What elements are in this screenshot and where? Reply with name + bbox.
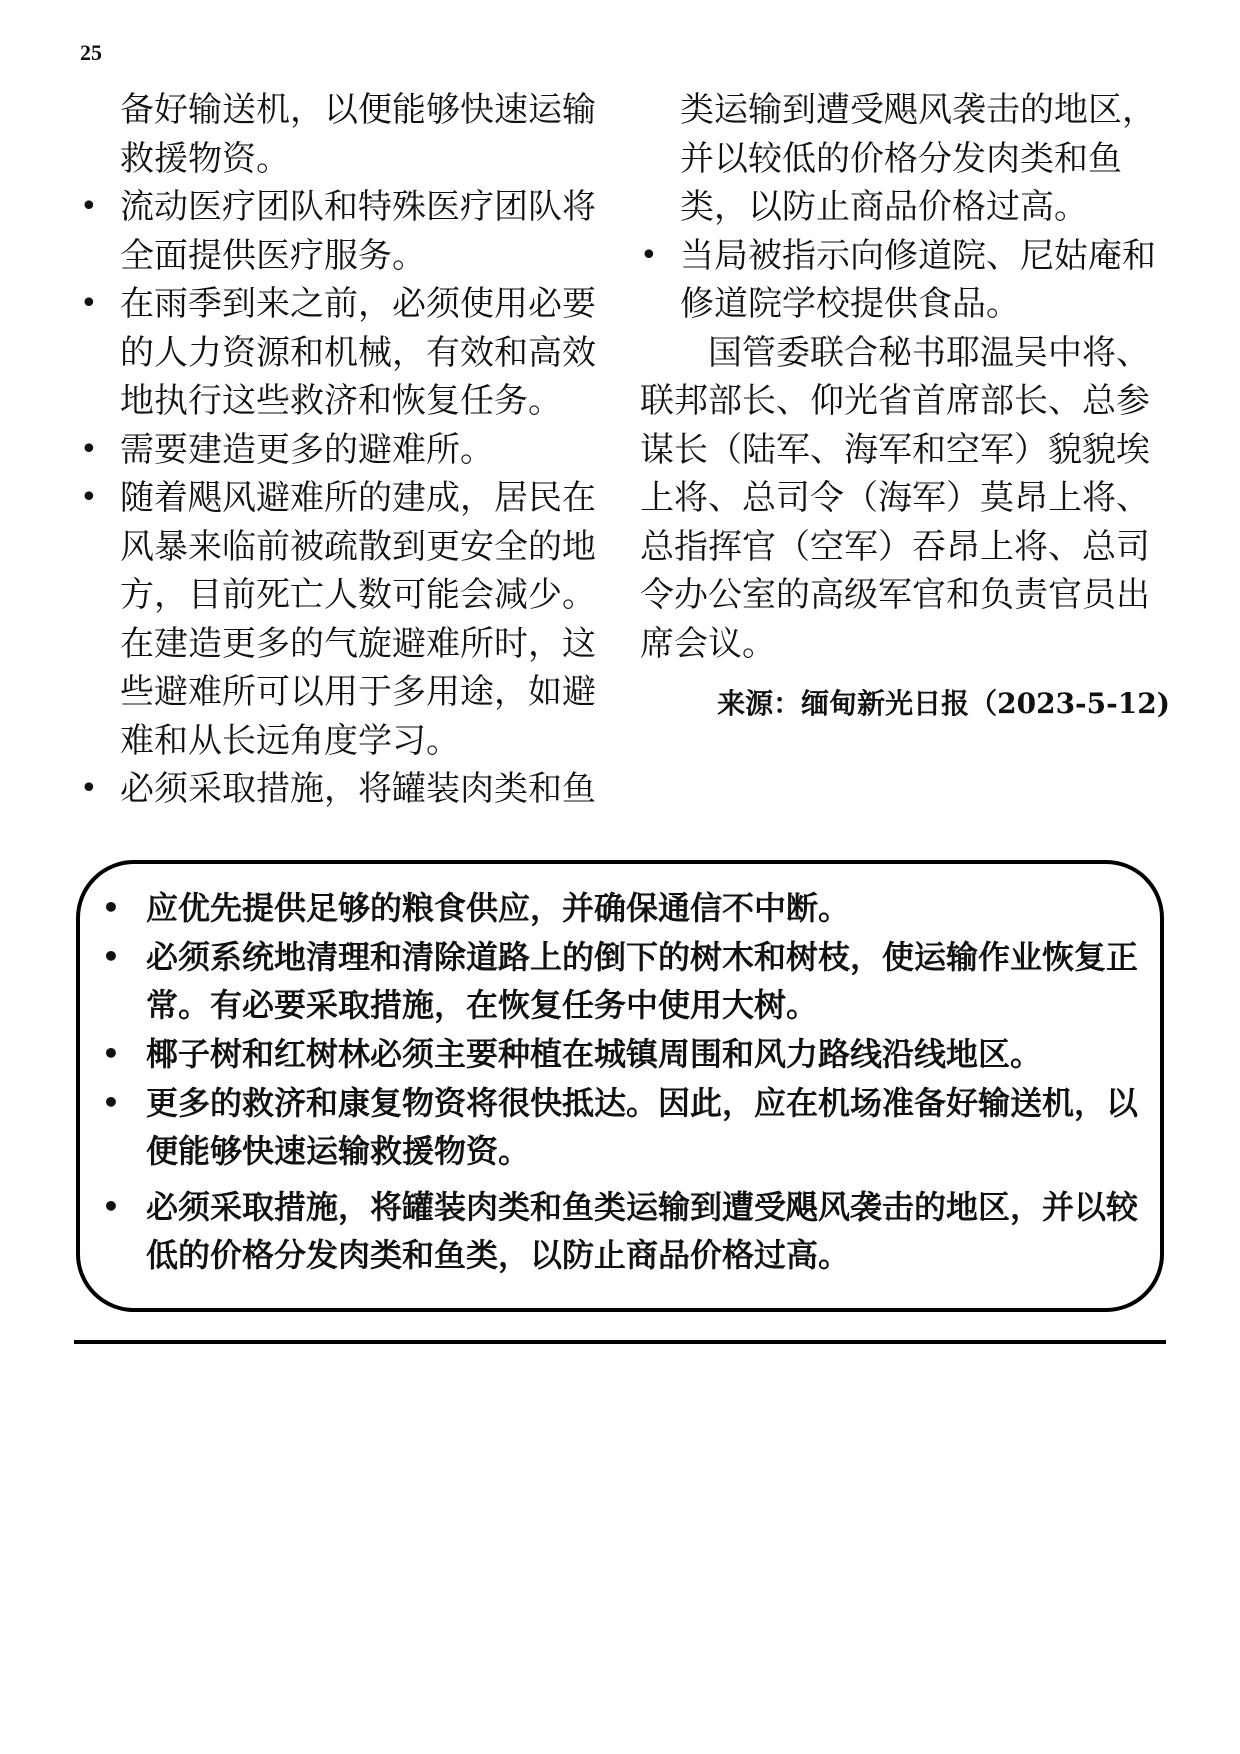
- summary-item-text: 应优先提供足够的粮食供应，并确保通信不中断。: [146, 889, 851, 927]
- source-line: 来源：缅甸新光日报（2023-5-12): [717, 687, 1170, 720]
- left-continuation: 备好输送机，以便能够快速运输救援物资。: [120, 90, 596, 179]
- summary-item-text: 必须采取措施，将罐装肉类和鱼类运输到遭受飓风袭击的地区，并以较低的价格分发肉类和鱼类，以防止商品价格过高。: [146, 1188, 1139, 1274]
- list-item: [80, 183, 610, 280]
- left-bullet-list: [80, 183, 610, 814]
- bullet-icon: •: [80, 431, 98, 467]
- bullet-icon: •: [102, 891, 120, 924]
- left-column: [80, 86, 610, 814]
- list-item: [80, 765, 610, 814]
- list-item-text: 必须采取措施，将罐装肉类和鱼: [120, 769, 596, 809]
- right-continuation: 类运输到遭受飓风袭击的地区，并以较低的价格分发肉类和鱼类，以防止商品价格过高。: [680, 90, 1156, 227]
- bullet-icon: •: [102, 1037, 120, 1070]
- list-item: [640, 232, 1170, 329]
- list-item-text: 需要建造更多的避难所。: [120, 429, 494, 470]
- bullet-icon: •: [80, 286, 98, 321]
- summary-item: [102, 1183, 1152, 1279]
- list-item: [80, 280, 610, 426]
- summary-item-text: 更多的救济和康复物资将很快抵达。因此，应在机场准备好输送机，以便能够快速运输救援物资。: [146, 1084, 1139, 1170]
- list-item-text: 在雨季到来之前，必须使用必要的人力资源和机械，有效和高效地执行这些救济和恢复任务。: [120, 284, 596, 421]
- summary-item: [102, 884, 1152, 932]
- summary-item: [102, 933, 1152, 1029]
- summary-box: [76, 860, 1164, 1312]
- right-column: [640, 86, 1170, 729]
- summary-list: [102, 884, 1152, 1280]
- list-item: [80, 474, 610, 765]
- bullet-icon: •: [80, 189, 98, 224]
- bottom-divider: [74, 1340, 1166, 1344]
- bullet-icon: •: [80, 771, 98, 806]
- page-number: 25: [80, 40, 102, 65]
- list-item-text: 当局被指示向修道院、尼姑庵和修道院学校提供食品。: [680, 235, 1156, 324]
- list-item-text: 随着飓风避难所的建成，居民在风暴来临前被疏散到更安全的地方，目前死亡人数可能会减少。在建造更多的气旋避难所时，这些避难所可以用于多用途，如避难和从长远角度学习。: [120, 478, 596, 761]
- list-item: [80, 426, 610, 475]
- bullet-icon: •: [102, 940, 120, 973]
- summary-item: [102, 1030, 1152, 1078]
- meeting-paragraph: 国管委联合秘书耶温吴中将、联邦部长、仰光省首席部长、总参谋长（陆军、海军和空军）貌貌埃上将、总司令（海军）莫昂上将、总指挥官（空军）吞昂上将、总司令办公室的高级军官和负责官员出席会议。: [640, 332, 1150, 664]
- bullet-icon: •: [640, 237, 658, 273]
- bullet-icon: •: [102, 1190, 120, 1223]
- summary-item-text: 必须系统地清理和清除道路上的倒下的树木和树枝，使运输作业恢复正常。有必要采取措施，在恢复任务中使用大树。: [146, 938, 1139, 1024]
- bullet-icon: •: [80, 480, 98, 515]
- bullet-icon: •: [102, 1086, 120, 1119]
- list-item-text: 流动医疗团队和特殊医疗团队将全面提供医疗服务。: [120, 187, 596, 276]
- summary-item-text: 椰子树和红树林必须主要种植在城镇周围和风力路线沿线地区。: [146, 1035, 1043, 1073]
- right-bullet-list: [640, 232, 1170, 329]
- summary-item: [102, 1079, 1152, 1175]
